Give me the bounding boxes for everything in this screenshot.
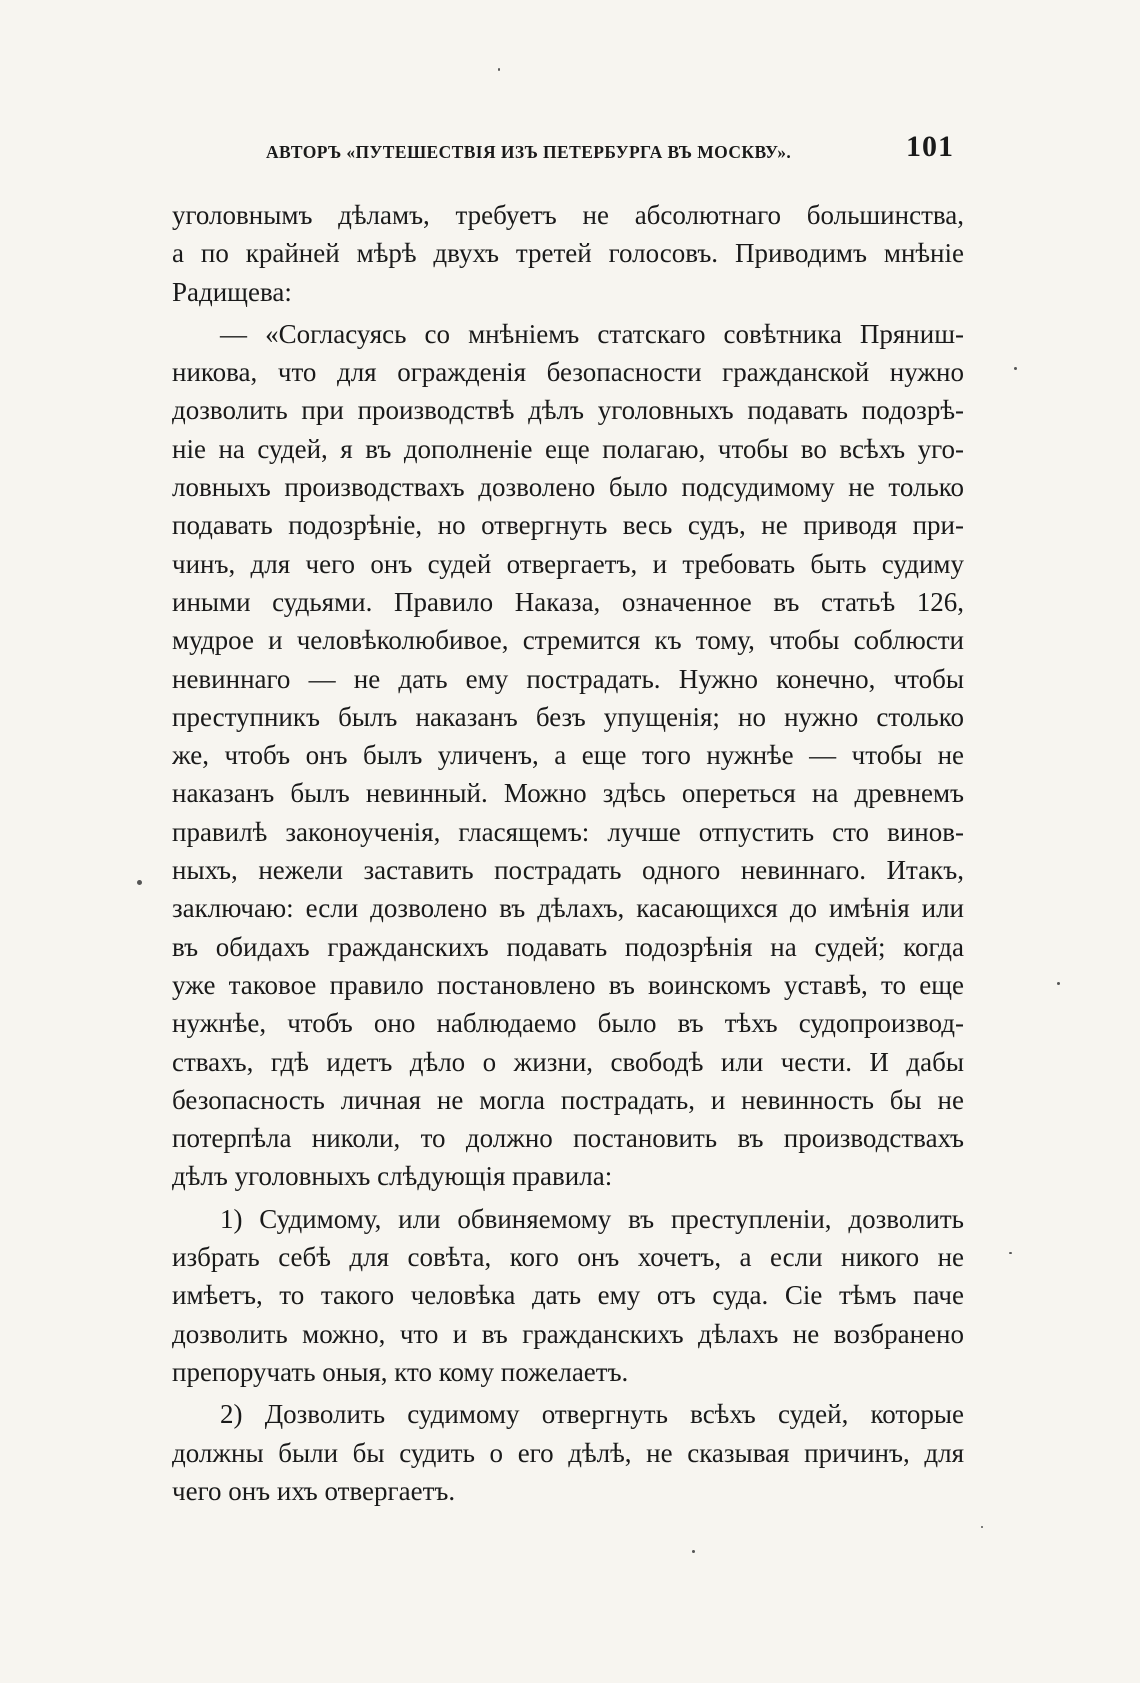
scan-speck [981,1526,983,1528]
text-line: Радищева: [172,276,292,307]
page-number: 101 [906,130,954,163]
paragraph-quote [172,315,964,1196]
text-line: ніе на судей, я въ дополненіе еще полагаю, чтобы во всѣхъ уго- [172,433,964,464]
text-line: ныхъ, нежели заставить пострадать одного невиннаго. Итакъ, [172,855,964,886]
text-line: 2) Дозволить судимому отвергнуть всѣхъ судей, которые [220,1399,964,1430]
text-line: никова, что для огражденія безопасности гражданской нужно [172,357,964,388]
text-line: препоручать оныя, кто кому пожелаетъ. [172,1356,629,1387]
text-line: иными судьями. Правило Наказа, означенное въ статьѣ 126, [172,586,964,617]
text-line: избрать себѣ для совѣта, кого онъ хочетъ, а если никого не [172,1242,964,1273]
text-line: уже таковое правило постановлено въ воинскомъ уставѣ, то еще [172,969,964,1000]
text-line: чинъ, для чего онъ судей отвергаетъ, и требовать быть судиму [172,548,964,579]
text-line: уголовнымъ дѣламъ, требуетъ не абсолютнаго большинства, [172,200,964,230]
text-line: дозволить можно, что и въ гражданскихъ дѣлахъ не возбранено [172,1318,964,1349]
text-line: нужнѣе, чтобъ оно наблюдаемо было въ тѣхъ судопроизвод- [172,1008,964,1039]
text-line: невиннаго — не дать ему пострадать. Нужно конечно, чтобы [172,663,964,694]
text-line: ловныхъ производствахъ дозволено было подсудимому не только [172,472,964,503]
scan-speck [1057,982,1060,985]
text-line: 1) Судимому, или обвиняемому въ преступленіи, дозволить [220,1203,964,1234]
text-line: потерпѣла николи, то должно постановить въ производствахъ [172,1123,964,1154]
text-line: же, чтобъ онъ былъ уличенъ, а еще того нужнѣе — чтобы не [172,740,964,771]
paragraph-rule-2 [172,1395,964,1510]
scan-speck [1009,1252,1012,1254]
scan-speck [498,68,500,71]
paragraph-rule-1 [172,1200,964,1391]
text-line: чего онъ ихъ отвергаетъ. [172,1475,456,1506]
text-line: а по крайней мѣрѣ двухъ третей голосовъ. Приводимъ мнѣніе [172,238,964,269]
text-line: наказанъ былъ невинный. Можно здѣсь опереться на древнемъ [172,778,964,809]
text-line: имѣетъ, то такого человѣка дать ему отъ суда. Сіе тѣмъ паче [172,1280,964,1311]
scan-speck [1014,367,1017,370]
text-line: подавать подозрѣніе, но отвергнуть весь судъ, не приводя при- [172,510,964,541]
text-line: въ обидахъ гражданскихъ подавать подозрѣнія на судей; когда [172,931,964,962]
text-line: дѣлъ уголовныхъ слѣдующія правила: [172,1161,613,1192]
text-line: ствахъ, гдѣ идетъ дѣло о жизни, свободѣ или чести. И дабы [172,1046,964,1077]
text-line: заключаю: если дозволено въ дѣлахъ, касающихся до имѣнія или [172,893,964,924]
text-line: правилѣ законоученія, гласящемъ: лучше отпустить сто винов- [172,816,964,847]
scan-speck [137,880,142,885]
running-header [172,130,964,178]
text-line: мудрое и человѣколюбивое, стремится къ тому, чтобы соблюсти [172,625,964,656]
scan-speck [692,1550,695,1553]
running-title: АВТОРЪ «ПУТЕШЕСТВІЯ ИЗЪ ПЕТЕРБУРГА ВЪ МОСКВУ». [266,142,792,162]
body-text [172,196,964,1510]
text-line: должны были бы судить о его дѣлѣ, не сказывая причинъ, для [172,1437,964,1468]
text-line: — «Согласуясь со мнѣніемъ статскаго совѣтника Пряниш- [220,318,964,349]
text-line: преступникъ былъ наказанъ безъ упущенія; но нужно столько [172,701,964,732]
paragraph-intro [172,196,964,311]
text-line: безопасность личная не могла пострадать, и невинность бы не [172,1084,964,1115]
text-line: дозволить при производствѣ дѣлъ уголовныхъ подавать подозрѣ- [172,395,964,426]
